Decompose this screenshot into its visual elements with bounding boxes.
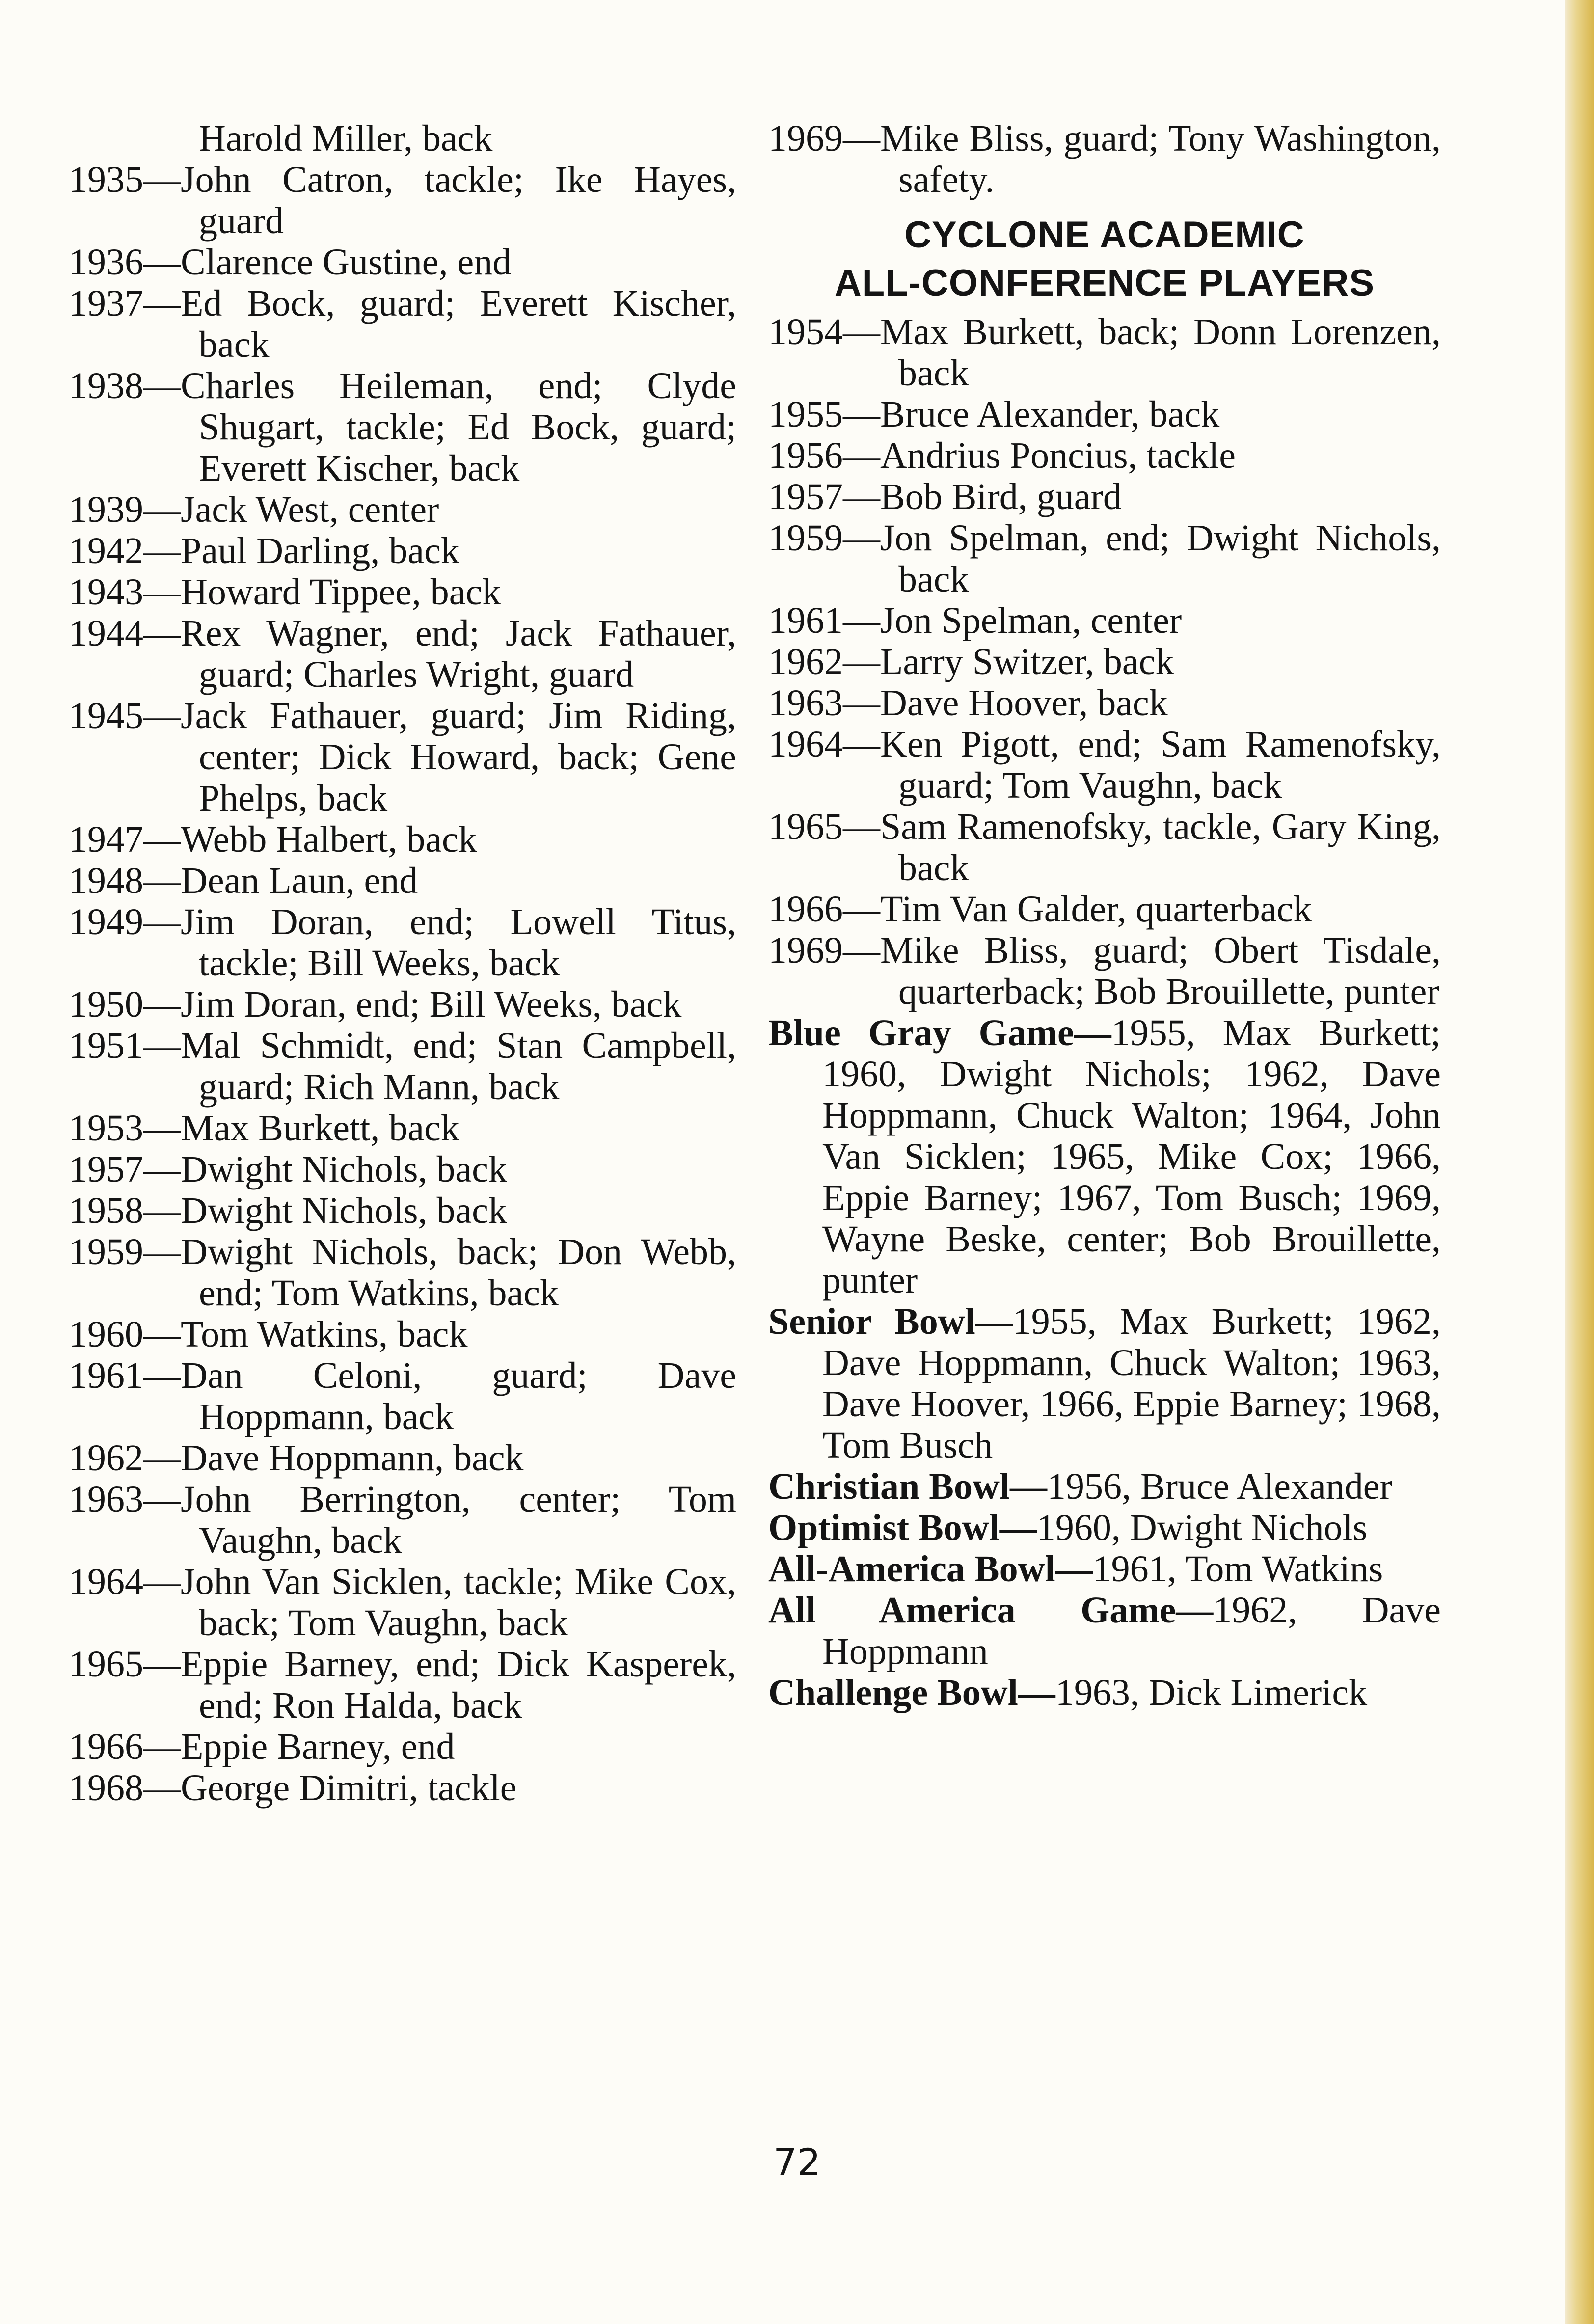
entry-year: 1944—	[69, 613, 181, 654]
entry-year: 1953—	[69, 1108, 181, 1149]
entry-text: Charles Heileman, end; Clyde Shugart, tackle; Ed Bock, guard; Everett Kischer, back	[181, 365, 736, 489]
academic-heading	[768, 211, 1441, 307]
list-item	[69, 1231, 736, 1314]
entry-year: 1964—	[69, 1561, 181, 1602]
entry-text: John Van Sicklen, tackle; Mike Cox, back; Tom Vaughn, back	[181, 1561, 736, 1644]
academic-heading-line2: ALL-CONFERENCE PLAYERS	[834, 262, 1375, 304]
list-item	[768, 394, 1441, 435]
list-item	[768, 682, 1441, 724]
entry-text: Larry Switzer, back	[880, 641, 1174, 682]
list-item	[768, 930, 1441, 1012]
entry-year: 1935—	[69, 159, 181, 200]
all-conference-continuation	[768, 118, 1441, 200]
entry-text: Tim Van Galder, quarterback	[880, 889, 1312, 930]
bowl-entry	[768, 1507, 1441, 1548]
list-item	[69, 365, 736, 489]
entry-year: 1957—	[768, 476, 880, 517]
list-item	[69, 1190, 736, 1231]
entry-year: 1961—	[69, 1355, 181, 1396]
entry-year: 1969—	[768, 118, 880, 159]
entry-text: Dave Hoover, back	[880, 682, 1168, 724]
entry-year: 1937—	[69, 283, 181, 324]
entry-text: Jim Doran, end; Lowell Titus, tackle; Bill Weeks, back	[181, 901, 736, 984]
list-item	[69, 1314, 736, 1355]
entry-year: 1943—	[69, 571, 181, 613]
entry-year: 1961—	[768, 600, 880, 641]
entry-text: Jack West, center	[181, 489, 439, 530]
academic-list	[768, 311, 1441, 1012]
bowl-name: All-America Bowl—	[768, 1548, 1093, 1590]
entry-year: 1938—	[69, 365, 181, 406]
entry-year: 1947—	[69, 819, 181, 860]
entry-text: Mike Bliss, guard; Tony Washington, safety.	[880, 118, 1441, 200]
entry-year: 1948—	[69, 860, 181, 901]
entry-text: Dave Hoppmann, back	[181, 1437, 524, 1479]
entry-text: Mal Schmidt, end; Stan Campbell, guard; Rich Mann, back	[181, 1025, 736, 1108]
entry-text: Webb Halbert, back	[181, 819, 477, 860]
left-column	[69, 118, 736, 1809]
entry-text: Paul Darling, back	[181, 530, 459, 571]
list-item	[69, 1644, 736, 1726]
list-item	[768, 435, 1441, 476]
entry-year: 1939—	[69, 489, 181, 530]
list-item	[768, 118, 1441, 200]
page-number: 72	[773, 2140, 821, 2184]
bowl-text: 1961, Tom Watkins	[1092, 1548, 1383, 1590]
entry-year: 1963—	[69, 1479, 181, 1520]
list-item	[69, 695, 736, 819]
entry-year: 1962—	[69, 1437, 181, 1479]
list-item	[69, 819, 736, 860]
list-item	[69, 1767, 736, 1809]
academic-heading-line1: CYCLONE ACADEMIC	[904, 214, 1305, 256]
bowl-name: Optimist Bowl—	[768, 1507, 1037, 1548]
bowl-name: Blue Gray Game—	[768, 1012, 1111, 1054]
bowl-entry	[768, 1590, 1441, 1672]
list-item	[69, 118, 736, 159]
list-item	[69, 1726, 736, 1767]
list-item	[69, 860, 736, 901]
bowl-entry	[768, 1466, 1441, 1507]
list-item	[69, 984, 736, 1025]
list-item	[768, 889, 1441, 930]
entry-text: Dean Laun, end	[181, 860, 418, 901]
entry-text: John Berrington, center; Tom Vaughn, back	[181, 1479, 736, 1561]
list-item	[768, 517, 1441, 600]
entry-year: 1960—	[69, 1314, 181, 1355]
entry-text: Howard Tippee, back	[181, 571, 501, 613]
list-item	[768, 641, 1441, 682]
entry-text: John Catron, tackle; Ike Hayes, guard	[181, 159, 736, 242]
list-item	[768, 600, 1441, 641]
list-item	[768, 476, 1441, 517]
entry-year: 1958—	[69, 1190, 181, 1231]
bowl-entry	[768, 1672, 1441, 1713]
bowl-text: 1962, Dave Hoppmann	[822, 1590, 1441, 1672]
entry-text: Jon Spelman, end; Dwight Nichols, back	[880, 517, 1441, 600]
bowl-text: 1955, Max Burkett; 1960, Dwight Nichols; 1962, Dave Hoppmann, Chuck Walton; 1964, John Van Sicklen; 1965, Mike Cox; 1966, Eppie Barney; 1967, Tom Busch; 1969, Wayne Beske, center; Bob Brouillette, punter	[822, 1012, 1441, 1301]
list-item	[768, 806, 1441, 889]
entry-year: 1942—	[69, 530, 181, 571]
entry-year: 1945—	[69, 695, 181, 736]
entry-year: 1954—	[768, 311, 880, 352]
list-item	[69, 242, 736, 283]
bowl-entry	[768, 1301, 1441, 1466]
entry-text: Jon Spelman, center	[880, 600, 1182, 641]
entry-year: 1962—	[768, 641, 880, 682]
list-item	[768, 724, 1441, 806]
list-item	[69, 1108, 736, 1149]
list-item	[69, 571, 736, 613]
entry-text: George Dimitri, tackle	[181, 1767, 517, 1809]
entry-text: Bob Bird, guard	[880, 476, 1122, 517]
entry-year: 1959—	[768, 517, 880, 559]
entry-text: Dwight Nichols, back	[181, 1190, 507, 1231]
bowl-entry	[768, 1012, 1441, 1301]
list-item	[768, 311, 1441, 394]
entry-text: Eppie Barney, end	[181, 1726, 455, 1767]
bowl-name: Senior Bowl—	[768, 1301, 1013, 1342]
entry-year: 1966—	[69, 1726, 181, 1767]
list-item	[69, 1479, 736, 1561]
entry-text: Clarence Gustine, end	[181, 242, 512, 283]
entry-text: Max Burkett, back	[181, 1108, 459, 1149]
bowl-name: Christian Bowl—	[768, 1466, 1047, 1507]
entry-text: Andrius Poncius, tackle	[880, 435, 1236, 476]
list-item	[69, 1149, 736, 1190]
list-item	[69, 283, 736, 365]
entry-text: Ed Bock, guard; Everett Kischer, back	[181, 283, 736, 365]
list-item	[69, 489, 736, 530]
bowl-text: 1955, Max Burkett; 1962, Dave Hoppmann, Chuck Walton; 1963, Dave Hoover, 1966, Eppie Barney; 1968, Tom Busch	[822, 1301, 1441, 1466]
entry-text: Sam Ramenofsky, tackle, Gary King, back	[880, 806, 1441, 889]
entry-text: Dan Celoni, guard; Dave Hoppmann, back	[181, 1355, 736, 1437]
entry-text: Jack Fathauer, guard; Jim Riding, center; Dick Howard, back; Gene Phelps, back	[181, 695, 736, 819]
bowl-list	[768, 1012, 1441, 1713]
page-edge	[1565, 0, 1594, 2324]
entry-year: 1959—	[69, 1231, 181, 1272]
list-item	[69, 613, 736, 695]
bowl-name: All America Game—	[768, 1590, 1214, 1631]
list-item	[69, 1025, 736, 1108]
entry-year: 1950—	[69, 984, 181, 1025]
bowl-name: Challenge Bowl—	[768, 1672, 1055, 1713]
entry-text: Harold Miller, back	[199, 118, 493, 159]
list-item	[69, 901, 736, 984]
entry-text: Mike Bliss, guard; Obert Tisdale, quarterback; Bob Brouillette, punter	[880, 930, 1441, 1012]
entry-text: Jim Doran, end; Bill Weeks, back	[181, 984, 682, 1025]
entry-text: Rex Wagner, end; Jack Fathauer, guard; Charles Wright, guard	[181, 613, 736, 695]
list-item	[69, 1437, 736, 1479]
list-item	[69, 159, 736, 242]
entry-year: 1955—	[768, 394, 880, 435]
entry-year: 1964—	[768, 724, 880, 765]
right-column	[768, 118, 1441, 1713]
bowl-text: 1960, Dwight Nichols	[1036, 1507, 1368, 1548]
entry-year: 1963—	[768, 682, 880, 724]
bowl-text: 1956, Bruce Alexander	[1047, 1466, 1392, 1507]
entry-text: Bruce Alexander, back	[880, 394, 1220, 435]
entry-year: 1966—	[768, 889, 880, 930]
list-item	[69, 1355, 736, 1437]
entry-text: Eppie Barney, end; Dick Kasperek, end; Ron Halda, back	[181, 1644, 736, 1726]
entry-year: 1949—	[69, 901, 181, 943]
entry-year: 1936—	[69, 242, 181, 283]
entry-year: 1965—	[69, 1644, 181, 1685]
entry-year: 1969—	[768, 930, 880, 971]
entry-year: 1965—	[768, 806, 880, 847]
entry-text: Max Burkett, back; Donn Lorenzen, back	[880, 311, 1441, 394]
entry-text: Tom Watkins, back	[181, 1314, 468, 1355]
entry-text: Dwight Nichols, back	[181, 1149, 507, 1190]
entry-text: Ken Pigott, end; Sam Ramenofsky, guard; Tom Vaughn, back	[880, 724, 1441, 806]
entry-year: 1956—	[768, 435, 880, 476]
bowl-entry	[768, 1548, 1441, 1590]
bowl-text: 1963, Dick Limerick	[1055, 1672, 1368, 1713]
entry-year: 1968—	[69, 1767, 181, 1809]
list-item	[69, 530, 736, 571]
list-item	[69, 1561, 736, 1644]
entry-year: 1957—	[69, 1149, 181, 1190]
entry-year: 1951—	[69, 1025, 181, 1066]
entry-text: Dwight Nichols, back; Don Webb, end; Tom Watkins, back	[181, 1231, 736, 1314]
